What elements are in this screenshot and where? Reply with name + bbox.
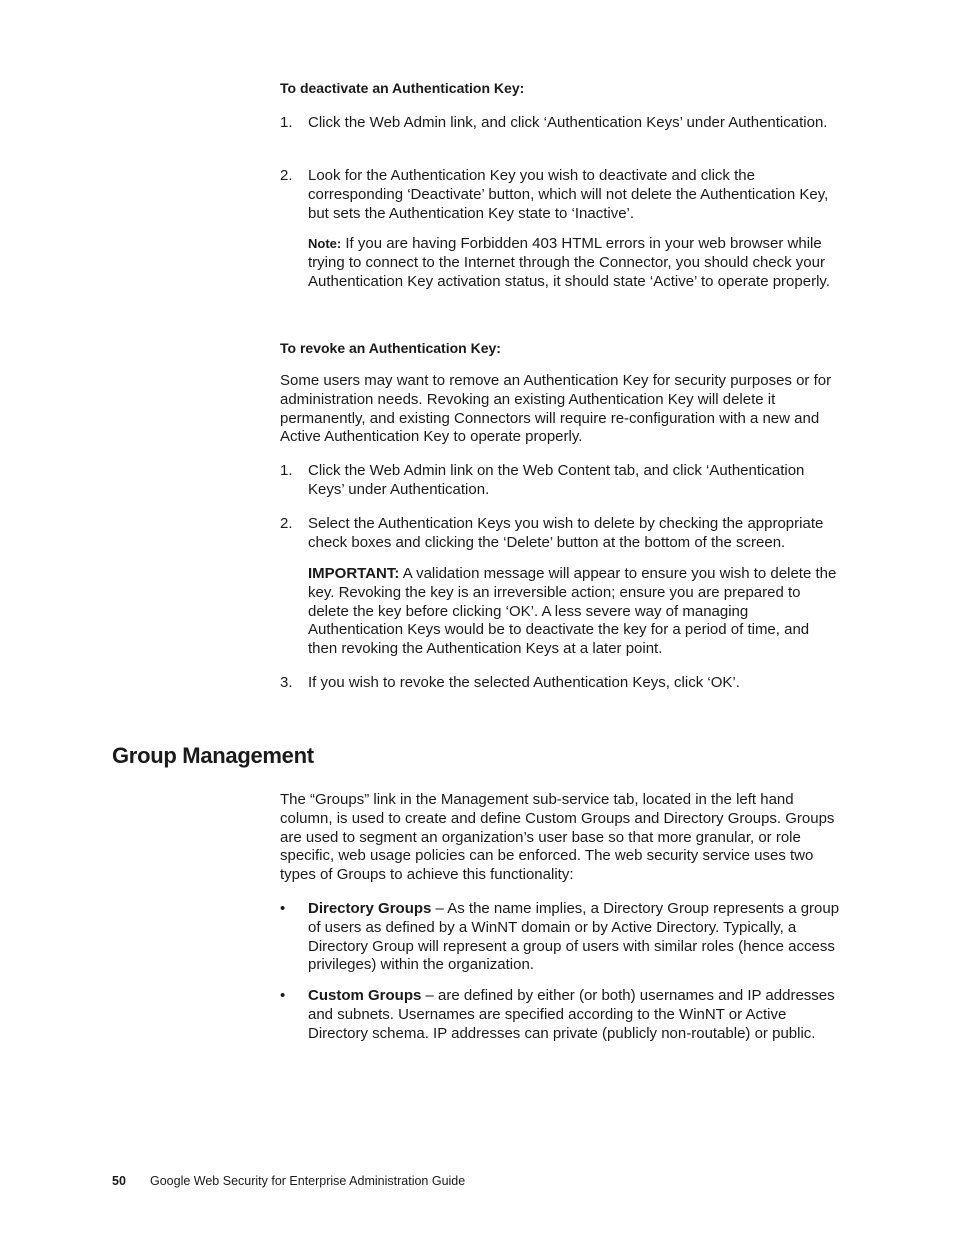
revoke-step-3	[280, 674, 840, 693]
list-item	[280, 167, 840, 223]
important-paragraph	[280, 565, 840, 659]
revoke-section	[280, 339, 840, 357]
revoke-intro	[280, 372, 840, 447]
deactivate-step-2	[280, 167, 840, 223]
list-item	[280, 987, 840, 1043]
page-number: 50	[112, 1174, 126, 1188]
list-item	[280, 900, 840, 975]
step-number: 2.	[280, 515, 293, 532]
revoke-step-1	[280, 462, 840, 500]
step-text: If you wish to revoke the selected Authentication Keys, click ‘OK’.	[308, 674, 740, 691]
list-item	[280, 462, 840, 500]
list-item	[280, 515, 840, 553]
bullet-custom-groups	[280, 987, 840, 1043]
bullet-term: Directory Groups	[308, 900, 432, 917]
footer-title: Google Web Security for Enterprise Administration Guide	[150, 1174, 466, 1188]
page-footer	[112, 1174, 465, 1188]
step-text: Look for the Authentication Key you wish to deactivate and click the corresponding ‘Deactivate’ button, which will not delete the Authentication Key, but sets the Authentication Key state to ‘Inactive’.	[308, 167, 829, 222]
deactivate-note	[280, 235, 840, 291]
step-number: 2.	[280, 167, 293, 184]
revoke-important	[280, 565, 840, 659]
important-text: A validation message will appear to ensure you wish to delete the key. Revoking the key is an irreversible action; ensure you are prepared to delete the key before clicking ‘OK’. A less severe way of managing Authentication Keys would be to deactivate the key for a period of time, and then revoking the Authentication Keys at a later point.	[308, 565, 837, 658]
bullet-marker: •	[280, 987, 286, 1004]
bullet-text: – As the name implies, a Directory Group represents a group of users as defined by a WinNT domain or by Active Directory. Typically, a Directory Group will represent a group of users with similar roles (hence access privileges) within the organization.	[308, 900, 840, 974]
bullet-directory-groups	[280, 900, 840, 975]
list-item	[280, 114, 840, 133]
bullet-term: Custom Groups	[308, 987, 422, 1004]
deactivate-step-1	[280, 114, 840, 133]
step-number: 1.	[280, 462, 293, 479]
bullet-text: – are defined by either (or both) usernames and IP addresses and subnets. Usernames are specified according to the WinNT or Active Directory schema. IP addresses can private (publicly non-routable) or public.	[308, 987, 835, 1042]
important-label: IMPORTANT:	[308, 565, 400, 582]
step-text: Click the Web Admin link on the Web Content tab, and click ‘Authentication Keys’ under Authentication.	[308, 462, 805, 498]
step-number: 1.	[280, 114, 293, 131]
list-item	[280, 674, 840, 693]
note-paragraph	[280, 235, 840, 291]
group-intro	[280, 791, 840, 885]
revoke-heading: To revoke an Authentication Key:	[280, 340, 501, 356]
group-intro-text: The “Groups” link in the Management sub-service tab, located in the left hand column, is used to create and define Custom Groups and Directory Groups. Groups are used to segment an organization’s user base so that more granular, or role specific, web usage policies can be enforced. The web security service uses two types of Groups to achieve this functionality:	[280, 791, 835, 884]
bullet-marker: •	[280, 900, 286, 917]
step-number: 3.	[280, 674, 293, 691]
note-label: Note:	[308, 236, 342, 251]
revoke-intro-text: Some users may want to remove an Authentication Key for security purposes or for administration needs. Revoking an existing Authentication Key will delete it permanently, and existing Connectors will require re-configuration with a new and Active Authentication Key to operate properly.	[280, 372, 832, 446]
revoke-step-2	[280, 515, 840, 553]
step-text: Select the Authentication Keys you wish to delete by checking the appropriate check boxes and clicking the ‘Delete’ button at the bottom of the screen.	[308, 515, 824, 551]
deactivate-section	[280, 79, 840, 97]
note-text: If you are having Forbidden 403 HTML errors in your web browser while trying to connect to the Internet through the Connector, you should check your Authentication Key activation status, it should state ‘Active’ to operate properly.	[308, 235, 830, 290]
deactivate-heading: To deactivate an Authentication Key:	[280, 80, 525, 96]
section-heading-group-management: Group Management	[112, 743, 314, 768]
step-text: Click the Web Admin link, and click ‘Authentication Keys’ under Authentication.	[308, 114, 828, 131]
